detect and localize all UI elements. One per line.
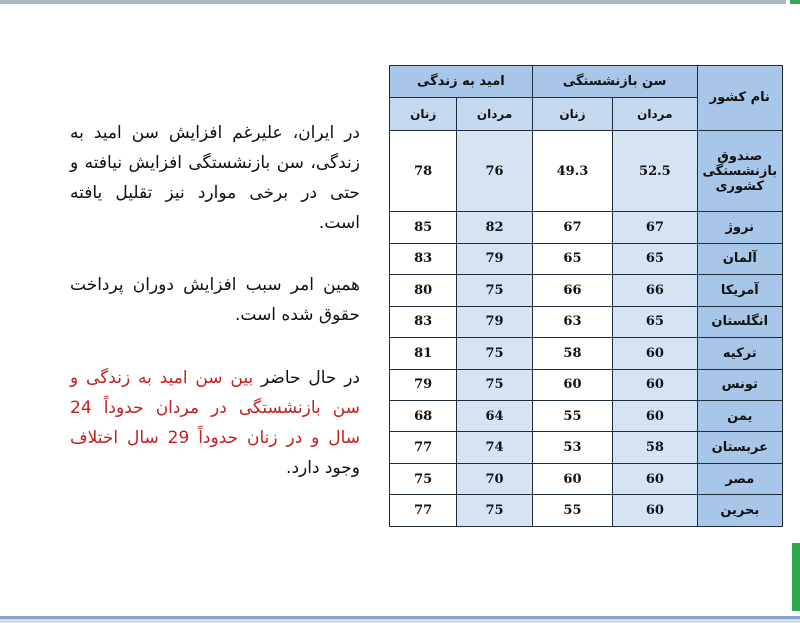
life-men-cell: 74 [457, 432, 532, 463]
retirement-women-cell: 55 [532, 495, 612, 527]
retirement-men-cell: 60 [613, 369, 697, 400]
country-cell: مصر [697, 463, 782, 494]
subheader-retirement-men: مردان [613, 98, 697, 130]
header-life-expectancy: امید به زندگی [390, 66, 533, 98]
life-men-cell: 70 [457, 463, 532, 494]
retirement-men-cell: 67 [613, 212, 697, 243]
retirement-men-cell: 60 [613, 338, 697, 369]
retirement-women-cell: 63 [532, 306, 612, 337]
paragraph-1: در ایران، علیرغم افزایش سن امید به زندگی، سن بازنشستگی افزایش نیافته و حتی در برخی موارد نیز تقلیل یافته است. [70, 123, 360, 233]
retirement-women-cell: 60 [532, 369, 612, 400]
life-women-cell: 85 [390, 212, 457, 243]
subheader-life-women: زنان [390, 98, 457, 130]
life-women-cell: 78 [390, 130, 457, 211]
life-men-cell: 79 [457, 306, 532, 337]
country-cell: ترکیه [697, 338, 782, 369]
table-row [390, 432, 783, 463]
table-row [390, 130, 783, 211]
country-cell: آلمان [697, 243, 782, 274]
life-men-cell: 75 [457, 369, 532, 400]
life-men-cell: 75 [457, 275, 532, 306]
bottom-rule-shadow [0, 619, 800, 623]
retirement-men-cell: 58 [613, 432, 697, 463]
table-row [390, 401, 783, 432]
life-men-cell: 64 [457, 401, 532, 432]
retirement-men-cell: 66 [613, 275, 697, 306]
country-cell: صندوق بازنشستگی کشوری [697, 130, 782, 211]
retirement-women-cell: 67 [532, 212, 612, 243]
life-men-cell: 79 [457, 243, 532, 274]
retirement-men-cell: 65 [613, 306, 697, 337]
right-accent-bar [792, 543, 800, 611]
retirement-men-cell: 60 [613, 463, 697, 494]
life-men-cell: 75 [457, 338, 532, 369]
retirement-men-cell: 60 [613, 401, 697, 432]
retirement-women-cell: 55 [532, 401, 612, 432]
table-row [390, 338, 783, 369]
table-row [390, 306, 783, 337]
country-cell: نروژ [697, 212, 782, 243]
retirement-men-cell: 65 [613, 243, 697, 274]
text-block [70, 118, 360, 483]
retirement-table [389, 65, 783, 527]
top-accent-bar [790, 0, 800, 4]
top-rule [0, 0, 786, 4]
life-men-cell: 75 [457, 495, 532, 527]
retirement-women-cell: 49.3 [532, 130, 612, 211]
table-row [390, 463, 783, 494]
table-row [390, 243, 783, 274]
life-women-cell: 75 [390, 463, 457, 494]
paragraph-3-suffix: وجود دارد. [286, 458, 360, 478]
retirement-men-cell: 60 [613, 495, 697, 527]
country-cell: بحرین [697, 495, 782, 527]
header-country: نام کشور [697, 66, 782, 131]
paragraph-3-highlight: بین سن امید به زندگی و سن بازنشستگی در مردان حدوداً 24 سال و در زنان حدوداً 29 سال اختلاف [70, 368, 361, 448]
retirement-women-cell: 58 [532, 338, 612, 369]
table-row [390, 275, 783, 306]
retirement-women-cell: 65 [532, 243, 612, 274]
life-women-cell: 68 [390, 401, 457, 432]
life-men-cell: 82 [457, 212, 532, 243]
table-row [390, 369, 783, 400]
life-women-cell: 83 [390, 243, 457, 274]
subheader-life-men: مردان [457, 98, 532, 130]
retirement-men-cell: 52.5 [613, 130, 697, 211]
life-women-cell: 83 [390, 306, 457, 337]
life-women-cell: 77 [390, 432, 457, 463]
paragraph-2: همین امر سبب افزایش دوران پرداخت حقوق شده است. [70, 275, 360, 325]
retirement-women-cell: 60 [532, 463, 612, 494]
country-cell: عربستان [697, 432, 782, 463]
life-women-cell: 79 [390, 369, 457, 400]
life-women-cell: 77 [390, 495, 457, 527]
paragraph-3-prefix: در حال حاضر [253, 368, 360, 388]
life-men-cell: 76 [457, 130, 532, 211]
life-women-cell: 80 [390, 275, 457, 306]
country-cell: انگلستان [697, 306, 782, 337]
retirement-women-cell: 53 [532, 432, 612, 463]
life-women-cell: 81 [390, 338, 457, 369]
table-row [390, 495, 783, 527]
table-row [390, 212, 783, 243]
country-cell: آمریکا [697, 275, 782, 306]
paragraph-3 [70, 363, 360, 483]
country-cell: یمن [697, 401, 782, 432]
header-retirement-age: سن بازنشستگی [532, 66, 697, 98]
subheader-retirement-women: زنان [532, 98, 612, 130]
retirement-women-cell: 66 [532, 275, 612, 306]
country-cell: تونس [697, 369, 782, 400]
